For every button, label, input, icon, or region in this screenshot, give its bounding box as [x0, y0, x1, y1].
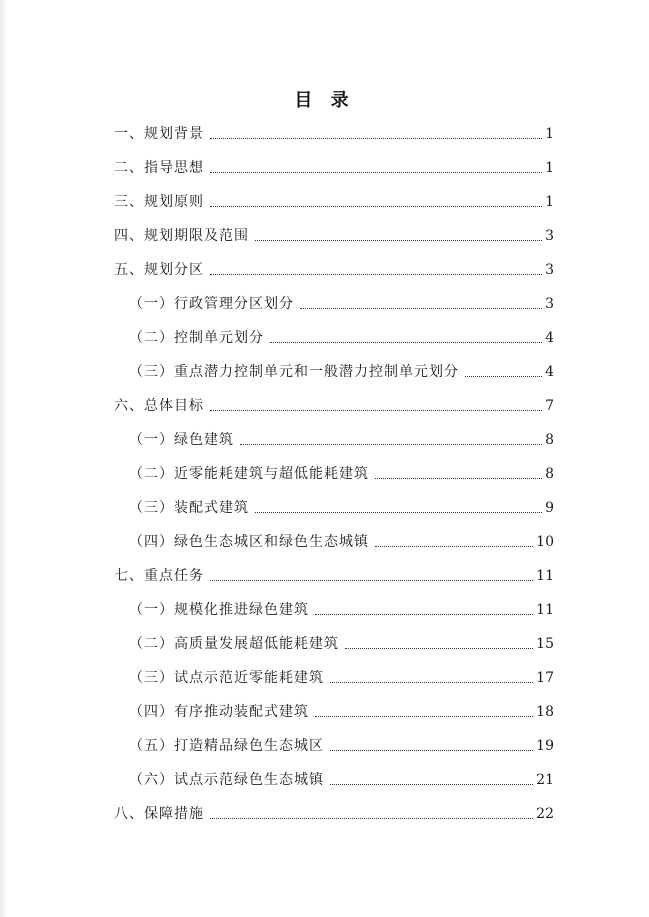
toc-entry-page: 1	[545, 160, 554, 176]
toc-entry-label: 八、保障措施	[114, 806, 204, 822]
toc-entry-label: 七、重点任务	[114, 568, 204, 584]
toc-entry[interactable]	[129, 495, 554, 517]
toc-entry[interactable]	[129, 631, 554, 653]
toc-entry-page: 9	[545, 500, 554, 516]
toc-entry-page: 11	[536, 602, 554, 618]
toc-entry[interactable]	[129, 733, 554, 755]
toc-entry-page: 3	[545, 262, 554, 278]
toc-entry-label: （二）控制单元划分	[129, 330, 264, 346]
toc-entry-label: （三）重点潜力控制单元和一般潜力控制单元划分	[129, 364, 459, 380]
dot-leader	[210, 274, 542, 275]
toc-entry[interactable]	[129, 461, 554, 483]
toc-entry-page: 3	[545, 228, 554, 244]
dot-leader	[375, 478, 542, 479]
toc-entry[interactable]	[114, 257, 554, 279]
toc-entry-label: 三、规划原则	[114, 194, 204, 210]
dot-leader	[210, 138, 542, 139]
toc-entry[interactable]	[114, 189, 554, 211]
toc-entry-label: （六）试点示范绿色生态城镇	[129, 772, 324, 788]
toc-entry-page: 8	[545, 432, 554, 448]
toc-title: 目 录	[294, 90, 355, 111]
dot-leader	[210, 580, 533, 581]
toc-entry-label: （二）近零能耗建筑与超低能耗建筑	[129, 466, 369, 482]
toc-entry-label: （四）有序推动装配式建筑	[129, 704, 309, 720]
dot-leader	[255, 512, 542, 513]
toc-entry-page: 17	[536, 670, 554, 686]
toc-entry-label: 五、规划分区	[114, 262, 204, 278]
toc-entry-page: 11	[536, 568, 554, 584]
toc-entry-label: 六、总体目标	[114, 398, 204, 414]
toc-entry-label: （一）行政管理分区划分	[129, 296, 294, 312]
dot-leader	[315, 614, 533, 615]
toc-entry-label: 四、规划期限及范围	[114, 228, 249, 244]
toc-entry[interactable]	[129, 427, 554, 449]
toc-entry[interactable]	[129, 359, 554, 381]
toc-entry[interactable]	[129, 529, 554, 551]
dot-leader	[300, 308, 542, 309]
toc-entry-label: （五）打造精品绿色生态城区	[129, 738, 324, 754]
toc-entry-page: 21	[536, 772, 554, 788]
dot-leader	[210, 206, 542, 207]
toc-entry-label: （四）绿色生态城区和绿色生态城镇	[129, 534, 369, 550]
toc-entry[interactable]	[129, 291, 554, 313]
toc-entry[interactable]	[129, 597, 554, 619]
toc-entry-label: （一）绿色建筑	[129, 432, 234, 448]
toc-entry[interactable]	[114, 393, 554, 415]
toc-entry[interactable]	[129, 699, 554, 721]
toc-entry-page: 22	[536, 806, 554, 822]
dot-leader	[330, 750, 533, 751]
dot-leader	[345, 648, 533, 649]
toc-entry-label: （三）装配式建筑	[129, 500, 249, 516]
toc-entry-page: 1	[545, 126, 554, 142]
toc-entry[interactable]	[129, 767, 554, 789]
toc-entry-label: （二）高质量发展超低能耗建筑	[129, 636, 339, 652]
dot-leader	[255, 240, 542, 241]
toc-entry-label: 二、指导思想	[114, 160, 204, 176]
toc-entry-page: 10	[536, 534, 554, 550]
toc-entry[interactable]	[114, 801, 554, 823]
dot-leader	[210, 818, 533, 819]
dot-leader	[330, 682, 533, 683]
toc-entry[interactable]	[129, 665, 554, 687]
dot-leader	[240, 444, 542, 445]
toc-entry[interactable]	[114, 563, 554, 585]
toc-entry[interactable]	[114, 121, 554, 143]
toc-entry-label: 一、规划背景	[114, 126, 204, 142]
toc-entry-page: 4	[545, 330, 554, 346]
toc-entry-page: 3	[545, 296, 554, 312]
toc-entry-label: （一）规模化推进绿色建筑	[129, 602, 309, 618]
toc-entry[interactable]	[114, 155, 554, 177]
toc-entry-page: 18	[536, 704, 554, 720]
toc-entry-label: （三）试点示范近零能耗建筑	[129, 670, 324, 686]
toc-entry[interactable]	[114, 223, 554, 245]
dot-leader	[330, 784, 533, 785]
toc-entry-page: 15	[536, 636, 554, 652]
dot-leader	[210, 410, 542, 411]
dot-leader	[210, 172, 542, 173]
toc-entry-page: 8	[545, 466, 554, 482]
dot-leader	[315, 716, 533, 717]
toc-entry-page: 1	[545, 194, 554, 210]
dot-leader	[465, 376, 542, 377]
toc-entry-page: 4	[545, 364, 554, 380]
dot-leader	[375, 546, 533, 547]
toc-entry-page: 7	[545, 398, 554, 414]
dot-leader	[270, 342, 542, 343]
toc-entry-page: 19	[536, 738, 554, 754]
toc-entry[interactable]	[129, 325, 554, 347]
